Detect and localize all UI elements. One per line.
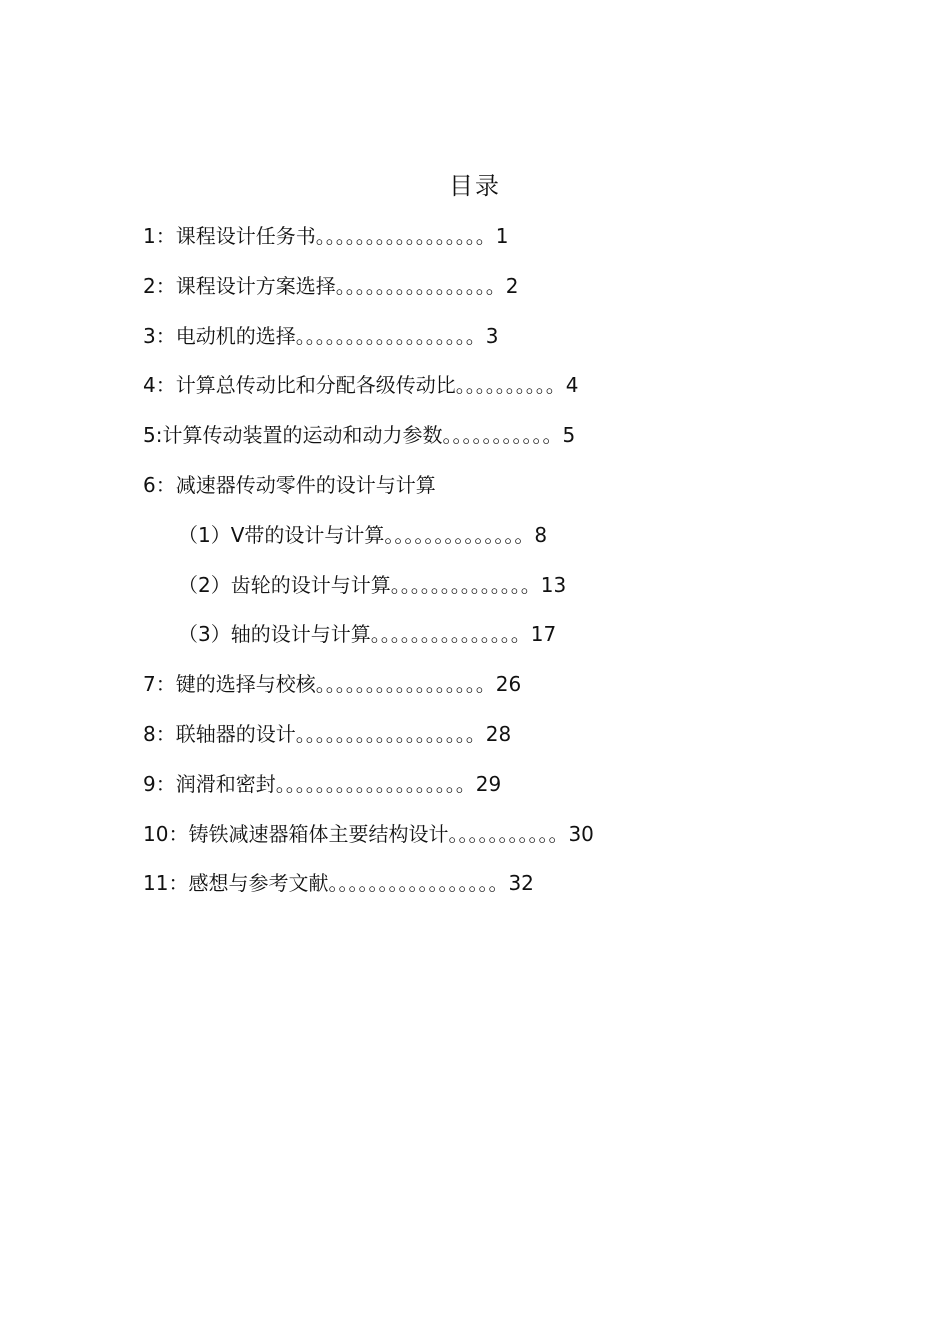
toc-section-heading: 6：减速器传动零件的设计与计算	[143, 472, 436, 497]
toc-subentry: （2）齿轮的设计与计算。。。。。。。。。。。。。。13	[178, 572, 567, 597]
toc-list	[143, 221, 783, 918]
toc-title: 目录	[449, 172, 501, 200]
toc-entry: 5:计算传动装置的运动和动力参数。。。。。。。。。。。5	[143, 423, 576, 448]
toc-entry: 9：润滑和密封。。。。。。。。。。。。。。。。。。。29	[143, 771, 502, 796]
toc-entry: 7：键的选择与校核。。。。。。。。。。。。。。。。。26	[143, 672, 522, 697]
toc-entry: 10：铸铁减速器箱体主要结构设计。。。。。。。。。。。30	[143, 821, 594, 846]
toc-subentry: （1）V带的设计与计算。。。。。。。。。。。。。。8	[178, 522, 548, 547]
toc-entry: 8：联轴器的设计。。。。。。。。。。。。。。。。。。28	[143, 721, 512, 746]
toc-entry: 11：感想与参考文献。。。。。。。。。。。。。。。。。32	[143, 871, 534, 896]
toc-entry: 2：课程设计方案选择。。。。。。。。。。。。。。。。2	[143, 273, 519, 298]
toc-subentry: （3）轴的设计与计算。。。。。。。。。。。。。。。17	[178, 622, 557, 647]
toc-entry: 1：课程设计任务书。。。。。。。。。。。。。。。。。1	[143, 224, 509, 248]
toc-entry: 3：电动机的选择。。。。。。。。。。。。。。。。。。3	[143, 323, 499, 348]
toc-entry: 4：计算总传动比和分配各级传动比。。。。。。。。。。4	[143, 373, 579, 398]
